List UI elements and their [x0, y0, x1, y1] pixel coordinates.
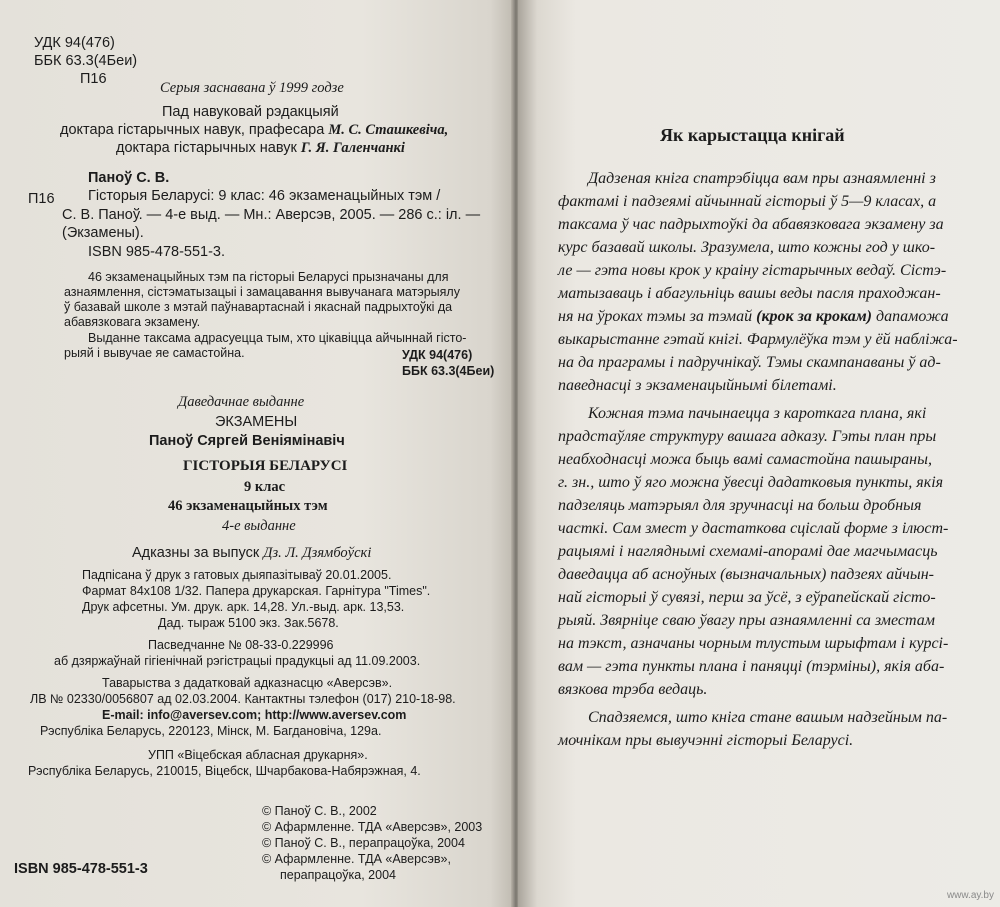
editor-line-2: доктара гістарычных навук, прафесара М. С. Сташкевіча,	[60, 122, 449, 138]
publisher-address: Рэспубліка Беларусь, 220123, Мінск, М. Багдановіча, 129а.	[40, 724, 382, 738]
publisher-line-1: Таварыства з дадатковай адказнасцю «Аверсэв».	[102, 676, 393, 690]
para2-line-10: рыяй. Звярніце сваю ўвагу пры азнаямленні са зместам	[558, 612, 935, 629]
abstract-line-2: азнаямлення, сістэматызацыі і замацавання вывучанага матэрыялу	[64, 285, 460, 299]
series-note: Серыя заснавана ў 1999 годзе	[160, 80, 344, 96]
bbk-header: ББК 63.3(4Беи)	[34, 53, 138, 69]
catalog-line-2: С. В. Паноў. — 4-е выд. — Мн.: Аверсэв, 2005. — 286 с.: іл. —	[62, 207, 481, 223]
abstract-line-5: Выданне таксама адрасуецца тым, хто цікавіцца айчыннай гісто-	[88, 331, 467, 345]
copyright-1: © Паноў С. В., 2002	[262, 804, 377, 818]
copyright-3: © Паноў С. В., перапрацоўка, 2004	[262, 836, 465, 850]
edition-type: Даведачнае выданне	[178, 394, 305, 410]
copyright-2: © Афармленне. ТДА «Аверсэв», 2003	[262, 820, 483, 834]
para2-line-13: вязкова трэба ведаць.	[558, 681, 708, 698]
para1-line-10: паведнасці з экзаменацыйнымі білетамі.	[558, 377, 837, 394]
para1-line-9: на да праграмы і падручнікаў. Тэмы скампанаваны ў ад-	[558, 354, 941, 371]
section-heading: Як карыстацца кнігай	[660, 125, 845, 145]
book-title: ГІСТОРЫЯ БЕЛАРУСІ	[183, 458, 348, 474]
para2-line-9: най гісторыі ў сувязі, перш за ўсё, з еўрапейскай гісто-	[558, 589, 936, 606]
para2-line-3: неабходнасці можа быць вамі самастойна пашыраны,	[558, 451, 932, 468]
para2-line-6: часткі. Сам змест у дастаткова сціслай форме з ілюст-	[558, 520, 949, 537]
certificate-line-1: Пасведчанне № 08-33-0.229996	[148, 638, 334, 652]
isbn-bottom: ISBN 985-478-551-3	[14, 861, 148, 877]
publisher-line-2: ЛВ № 02330/0056807 ад 02.03.2004. Кантактны тэлефон (017) 210-18-98.	[30, 692, 456, 706]
certificate-line-2: аб дзяржаўнай гігіенічнай рэгістрацыі прадукцыі ад 11.09.2003.	[54, 654, 421, 668]
catalog-author: Паноў С. В.	[88, 170, 170, 186]
printer-name: УПП «Віцебская абласная друкарня».	[148, 748, 368, 762]
udk-footer: УДК 94(476)	[402, 348, 473, 362]
editor-line-1: Пад навуковай рэдакцыяй	[162, 104, 339, 120]
abstract-line-3: ў базавай школе з мэтай паўнавартаснай і якаснай падрыхтоўкі да	[64, 300, 453, 314]
para3-line-2: мочнікам пры вывучэнні гісторыі Беларусі.	[558, 732, 854, 749]
responsible-editor: Адказны за выпуск Дз. Л. Дзямбоўскі	[132, 545, 372, 561]
catalog-line-1: Гісторыя Беларусі: 9 клас: 46 экзаменацыйных тэм /	[88, 188, 441, 204]
para1-line-4: курс базавай школы. Зразумела, што кожны год у шко-	[558, 239, 936, 256]
para2-line-11: на тэкст, азначаны чорным тлустым шрыфтам і курсі-	[558, 635, 949, 652]
imprint-line-3: Друк афсетны. Ум. друк. арк. 14,28. Ул.-выд. арк. 13,53.	[82, 600, 405, 614]
para2-line-5: падзеляць матэрыял для зручнасці на больш дробныя	[558, 497, 922, 514]
publisher-contacts: E-mail: info@aversev.com; http://www.aversev.com	[102, 708, 407, 722]
editor-line-3: доктара гістарычных навук Г. Я. Галенчанкі	[116, 140, 405, 156]
watermark: www.ay.by	[946, 890, 994, 901]
para1-line-8: выкарыстанне гэтай кнігі. Фармулёўка тэм у ёй набліжа-	[558, 331, 958, 348]
topics-count: 46 экзаменацыйных тэм	[168, 498, 328, 514]
para1-line-7: ня на ўроках тэмы за тэмай (крок за крокам) дапаможа	[558, 308, 949, 325]
para2-line-12: вам — гэта пункты плана і паняцці (тэрміны), якія аба-	[558, 658, 945, 675]
imprint-line-4: Дад. тыраж 5100 экз. Зак.5678.	[158, 616, 339, 630]
abstract-line-1: 46 экзаменацыйных тэм па гісторыі Беларусі прызначаны для	[88, 270, 449, 284]
para2-line-1: Кожная тэма пачынаецца з кароткага плана, які	[588, 405, 927, 422]
para3-line-1: Спадзяемся, што кніга стане вашым надзейным па-	[588, 709, 948, 726]
p16-header: П16	[80, 71, 107, 87]
abstract-line-4: абавязковага экзамену.	[64, 315, 201, 329]
catalog-isbn: ISBN 985-478-551-3.	[88, 244, 226, 260]
copyright-4: © Афармленне. ТДА «Аверсэв»,	[262, 852, 451, 866]
para2-line-2: прадстаўляе структуру вашага адказу. Гэты план пры	[558, 428, 937, 445]
udk-header: УДК 94(476)	[34, 35, 115, 51]
edition-number: 4-е выданне	[222, 518, 296, 534]
author-full-name: Паноў Сяргей Веніямінавіч	[149, 433, 345, 449]
para1-line-3: таксама ў час падрыхтоўкі да абавязковага экзамену за	[558, 216, 944, 233]
para1-line-1: Дадзеная кніга спатрэбіцца вам пры азнаямленні з	[588, 170, 936, 187]
catalog-line-3: (Экзамены).	[62, 225, 144, 241]
grade: 9 клас	[244, 479, 286, 495]
para2-line-7: рацыямі і нагляднымі схемамі-апорамі дае магчымасць	[558, 543, 938, 560]
imprint-line-2: Фармат 84х108 1/32. Папера друкарская. Гарнітура "Times".	[82, 584, 431, 598]
bbk-footer: ББК 63.3(4Беи)	[402, 364, 495, 378]
printer-address: Рэспубліка Беларусь, 210015, Віцебск, Шчарбакова-Набярэжная, 4.	[28, 764, 421, 778]
para2-line-8: даведацца аб асноўных (вызначальных) падзеях айчын-	[558, 566, 934, 583]
para1-line-2: фактамі і падзеямі айчыннай гісторыі ў 5—9 класах, а	[558, 193, 937, 210]
abstract-line-6: рыяй і вывучае яе самастойна.	[64, 346, 245, 360]
step-by-step-bold: (крок за крокам)	[756, 308, 873, 325]
para1-line-6: матызаваць і абагульніць вашы веды пасля праходжан-	[558, 285, 941, 302]
imprint-line-1: Падпісана ў друк з гатовых дыяпазітываў 20.01.2005.	[82, 568, 392, 582]
para2-line-4: г. зн., што ў яго можна ўвесці дадатковыя пункты, якія	[558, 474, 944, 491]
catalog-p16: П16	[28, 191, 55, 207]
para1-line-5: ле — гэта новы крок у краіну гістарычных ведаў. Сістэ-	[558, 262, 947, 279]
copyright-5: перапрацоўка, 2004	[280, 868, 396, 882]
series-name: ЭКЗАМЕНЫ	[215, 414, 298, 430]
